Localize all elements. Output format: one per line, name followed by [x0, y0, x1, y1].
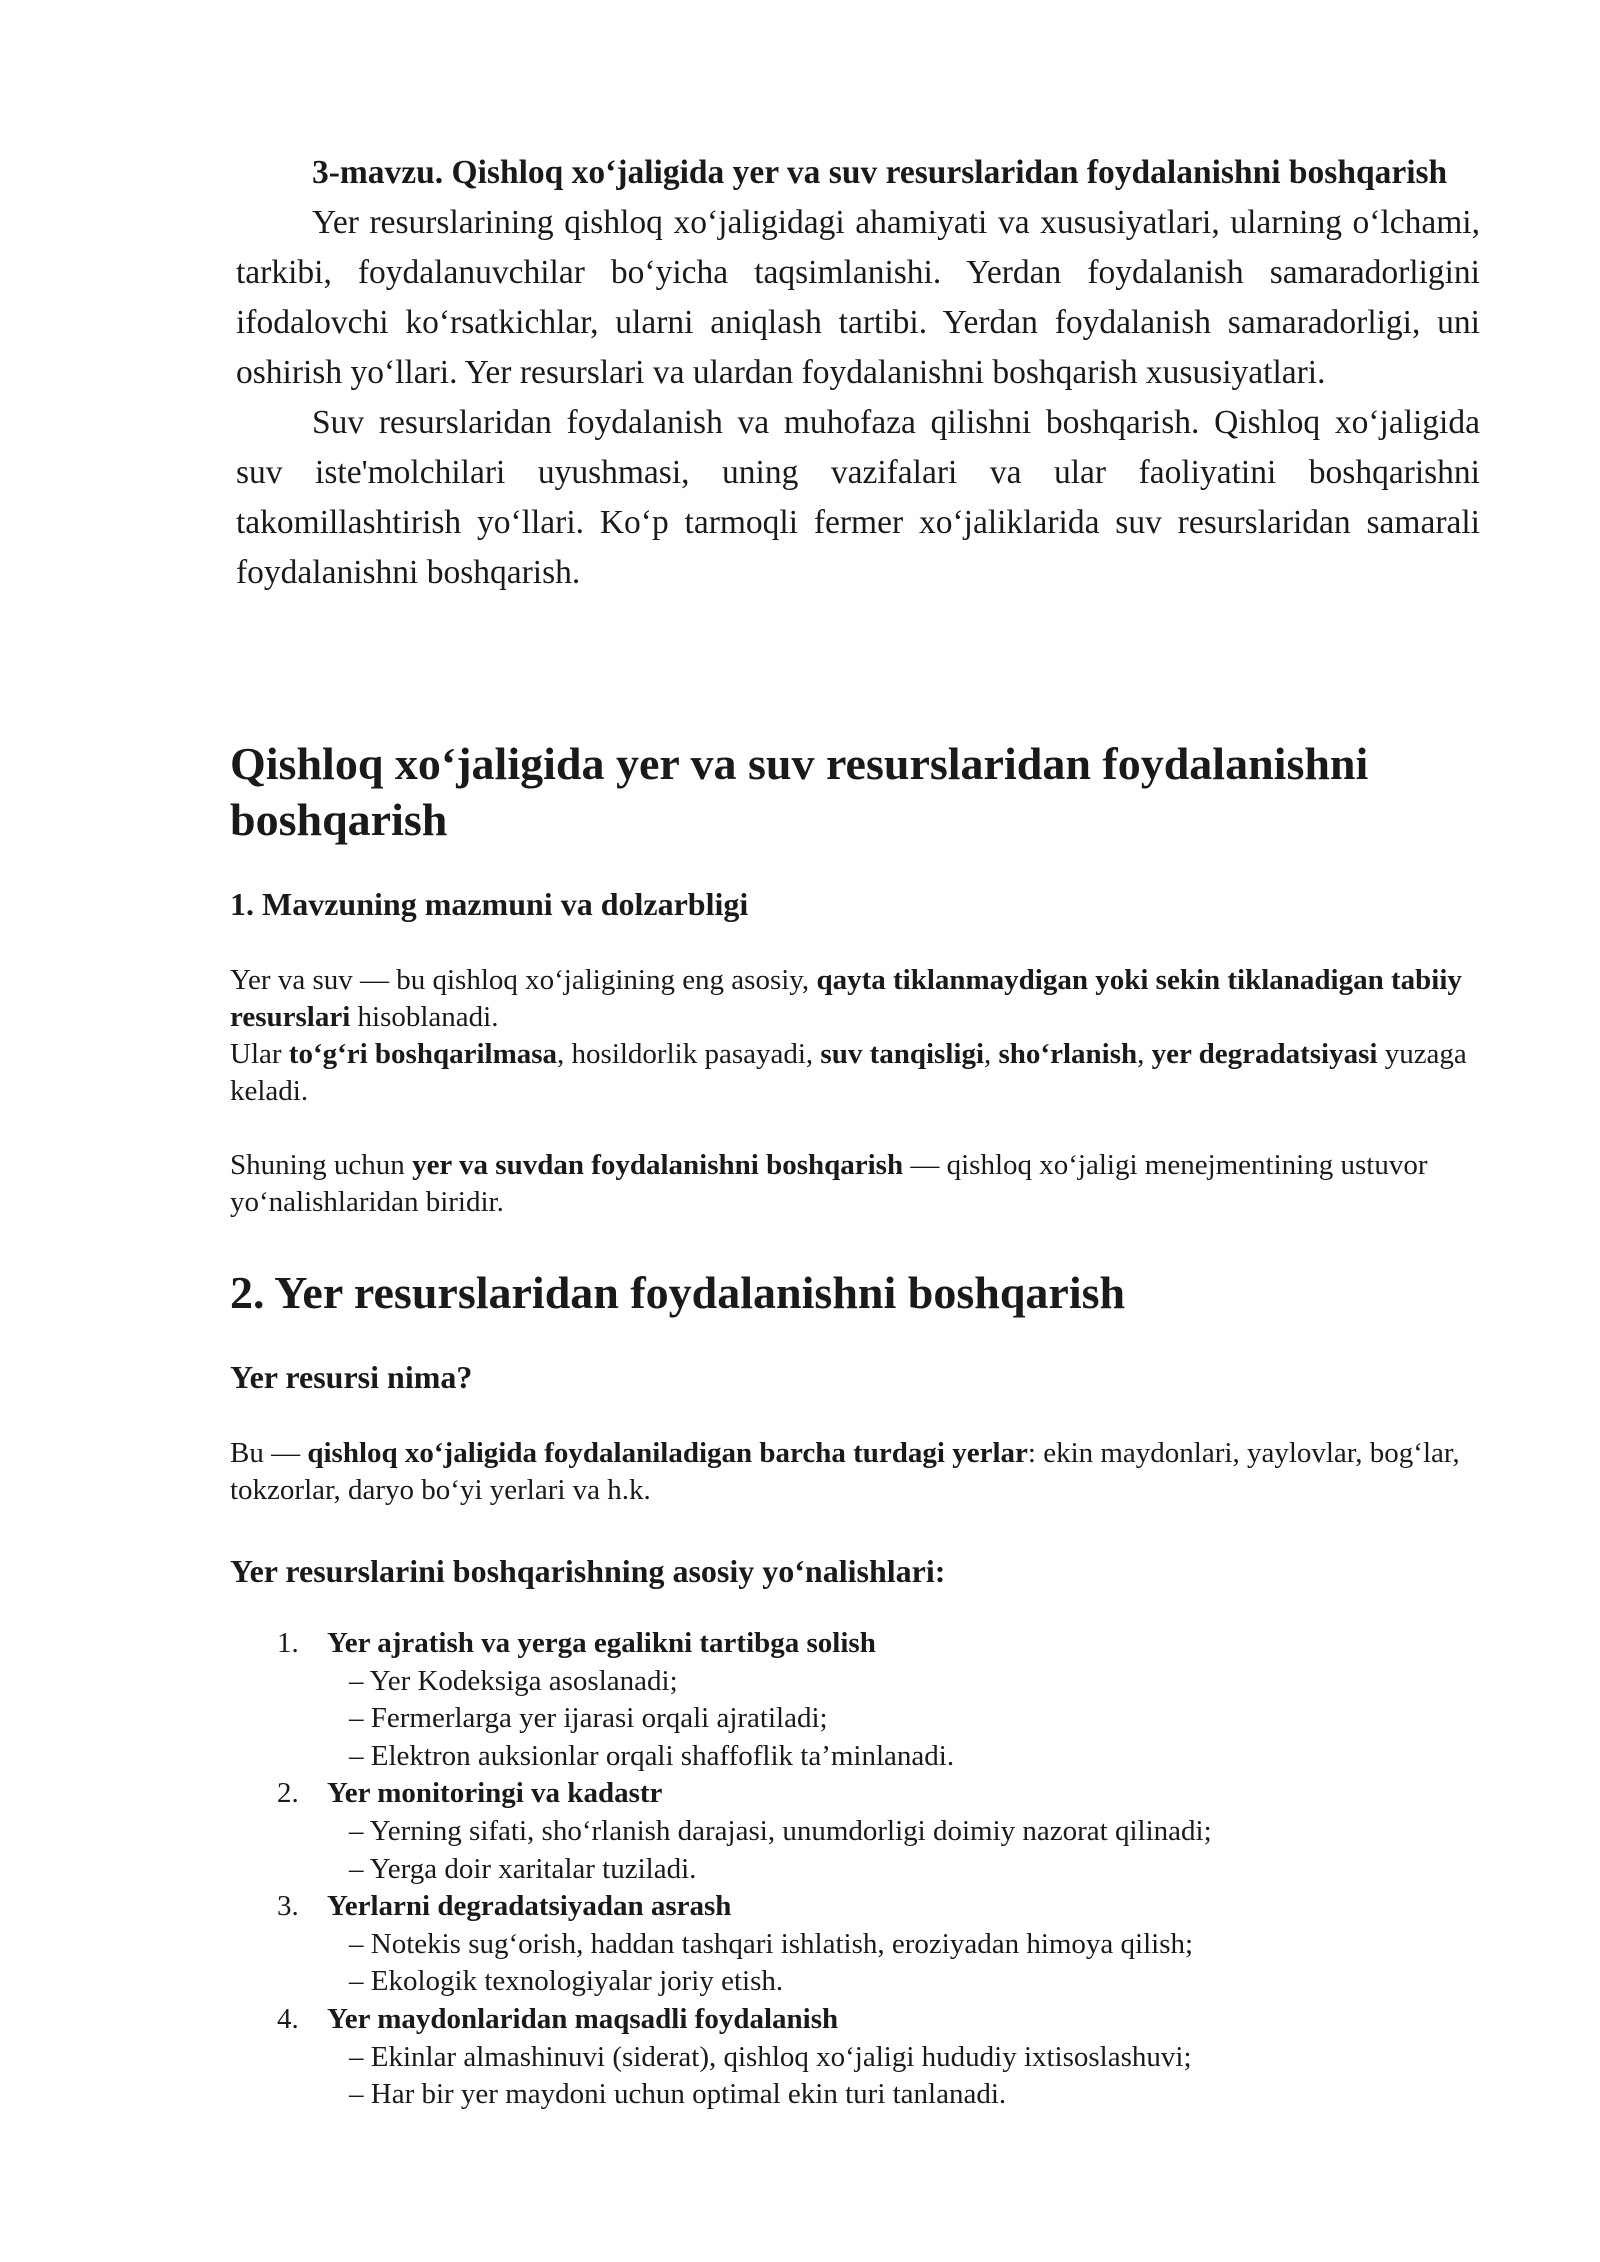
list-item-number: 2.	[277, 1777, 299, 1810]
section-1-paragraph-1	[230, 962, 1480, 1036]
section-2-heading: 2. Yer resurslaridan foydalanishni boshqarish	[230, 1267, 1126, 1318]
list-item	[230, 2001, 1480, 2114]
text-run: Bu —	[230, 1437, 308, 1469]
list-item	[230, 1775, 1480, 1888]
list-item	[230, 1625, 1480, 1775]
list-item-title: Yer monitoringi va kadastr	[327, 1777, 663, 1810]
list-item-line: – Yerning sifati, sho‘rlanish darajasi, unumdorligi doimiy nazorat qilinadi;	[349, 1814, 1212, 1847]
list-item-line: – Yer Kodeksiga asoslanadi;	[349, 1664, 678, 1697]
text-run: — qishloq xo‘jaligi menejmentining ustuvor yo‘nalishlaridan biridir.	[230, 1149, 1428, 1218]
list-item-line: – Notekis sug‘orish, haddan tashqari ishlatish, eroziyadan himoya qilish;	[349, 1927, 1194, 1960]
list-item-number: 3.	[277, 1890, 299, 1923]
list-item-line: – Elektron auksionlar orqali shaffoflik ta’minlanadi.	[349, 1739, 955, 1772]
subheading-main-directions: Yer resurslarini boshqarishning asosiy yo‘nalishlari:	[230, 1553, 946, 1589]
list-item-title: Yer maydonlaridan maqsadli foydalanish	[327, 2002, 839, 2035]
section-1-heading: 1. Mavzuning mazmuni va dolzarbligi	[230, 886, 749, 922]
text-run: yuzaga keladi.	[230, 1038, 1467, 1107]
text-run: Ular	[230, 1038, 289, 1070]
list-item-line: – Har bir yer maydoni uchun optimal ekin turi tanlanadi.	[349, 2078, 1007, 2111]
text-run: Yer va suv — bu qishloq xo‘jaligining eng asosiy,	[230, 964, 817, 996]
land-resource-definition	[230, 1435, 1480, 1509]
bold-run: to‘g‘ri boshqarilmasa	[288, 1038, 558, 1070]
text-run: : ekin maydonlari, yaylovlar, bog‘lar, tokzorlar, daryo bo‘yi yerlari va h.k.	[230, 1437, 1460, 1506]
intro-paragraph-2: Suv resurslaridan foydalanish va muhofaza qilishni boshqarish. Qishloq xo‘jaligida suv iste'molchilari uyushmasi, uning vazifalari va ular faoliyatini boshqarishni takomillashtirish yo‘llari. Ko‘p tarmoqli fermer xo‘jaliklarida suv resurslaridan samarali foydalanishni boshqarish.	[236, 404, 1480, 591]
bold-run: yer degradatsiyasi	[1151, 1038, 1378, 1070]
text-run: Shuning uchun	[230, 1149, 413, 1181]
list-item-title: Yer ajratish va yerga egalikni tartibga solish	[327, 1627, 876, 1659]
list-item-line: – Ekinlar almashinuvi (siderat), qishloq xo‘jaligi hududiy ixtisoslashuvi;	[349, 2040, 1192, 2073]
bold-run: qishloq xo‘jaligida foydalaniladigan barcha turdagi yerlar	[307, 1437, 1028, 1469]
topic-title: 3-mavzu. Qishloq xo‘jaligida yer va suv resurslaridan foydalanishni boshqarish	[312, 154, 1448, 191]
list-item-line: – Yerga doir xaritalar tuziladi.	[349, 1852, 697, 1885]
subheading-what-is-land-resource: Yer resursi nima?	[230, 1359, 473, 1395]
directions-list	[230, 1625, 1480, 2114]
section-1-paragraph-2	[230, 1036, 1480, 1110]
text-run: ,	[1137, 1038, 1152, 1070]
list-item-line: – Ekologik texnologiyalar joriy etish.	[349, 1965, 784, 1998]
bold-run: suv tanqisligi	[820, 1038, 985, 1070]
list-item-title: Yerlarni degradatsiyadan asrash	[327, 1890, 732, 1923]
intro-paragraph-1: Yer resurslarining qishloq xo‘jaligidagi ahamiyati va xususiyatlari, ularning o‘lchami, tarkibi, foydalanuvchilar bo‘yicha taqsimlanishi. Yerdan foydalanish samaradorligini ifodalovchi ko‘rsatkichlar, ularni aniqlash tartibi. Yerdan foydalanish samaradorligi, uni oshirish yo‘llari. Yer resurslari va ulardan foydalanishni boshqarish xususiyatlari.	[236, 204, 1480, 391]
bold-run: qayta tiklanmaydigan yoki sekin tiklanadigan tabiiy resurslari	[230, 964, 1462, 1033]
text-run: hisoblanadi.	[350, 1001, 499, 1033]
list-item	[230, 1888, 1480, 2001]
article-body	[230, 736, 1480, 2114]
bold-run: yer va suvdan foydalanishni boshqarish	[412, 1149, 904, 1181]
bold-run: sho‘rlanish	[998, 1038, 1138, 1070]
list-item-number: 1.	[277, 1627, 299, 1659]
text-run: , hosildorlik pasayadi,	[557, 1038, 821, 1070]
intro-block	[236, 148, 1480, 598]
section-1-paragraph-3	[230, 1147, 1480, 1221]
list-item-line: – Fermerlarga yer ijarasi orqali ajratiladi;	[349, 1702, 828, 1735]
text-run: ,	[984, 1038, 999, 1070]
article-heading: Qishloq xo‘jaligida yer va suv resurslaridan foydalanishni boshqarish	[230, 738, 1369, 845]
list-item-number: 4.	[277, 2002, 299, 2035]
